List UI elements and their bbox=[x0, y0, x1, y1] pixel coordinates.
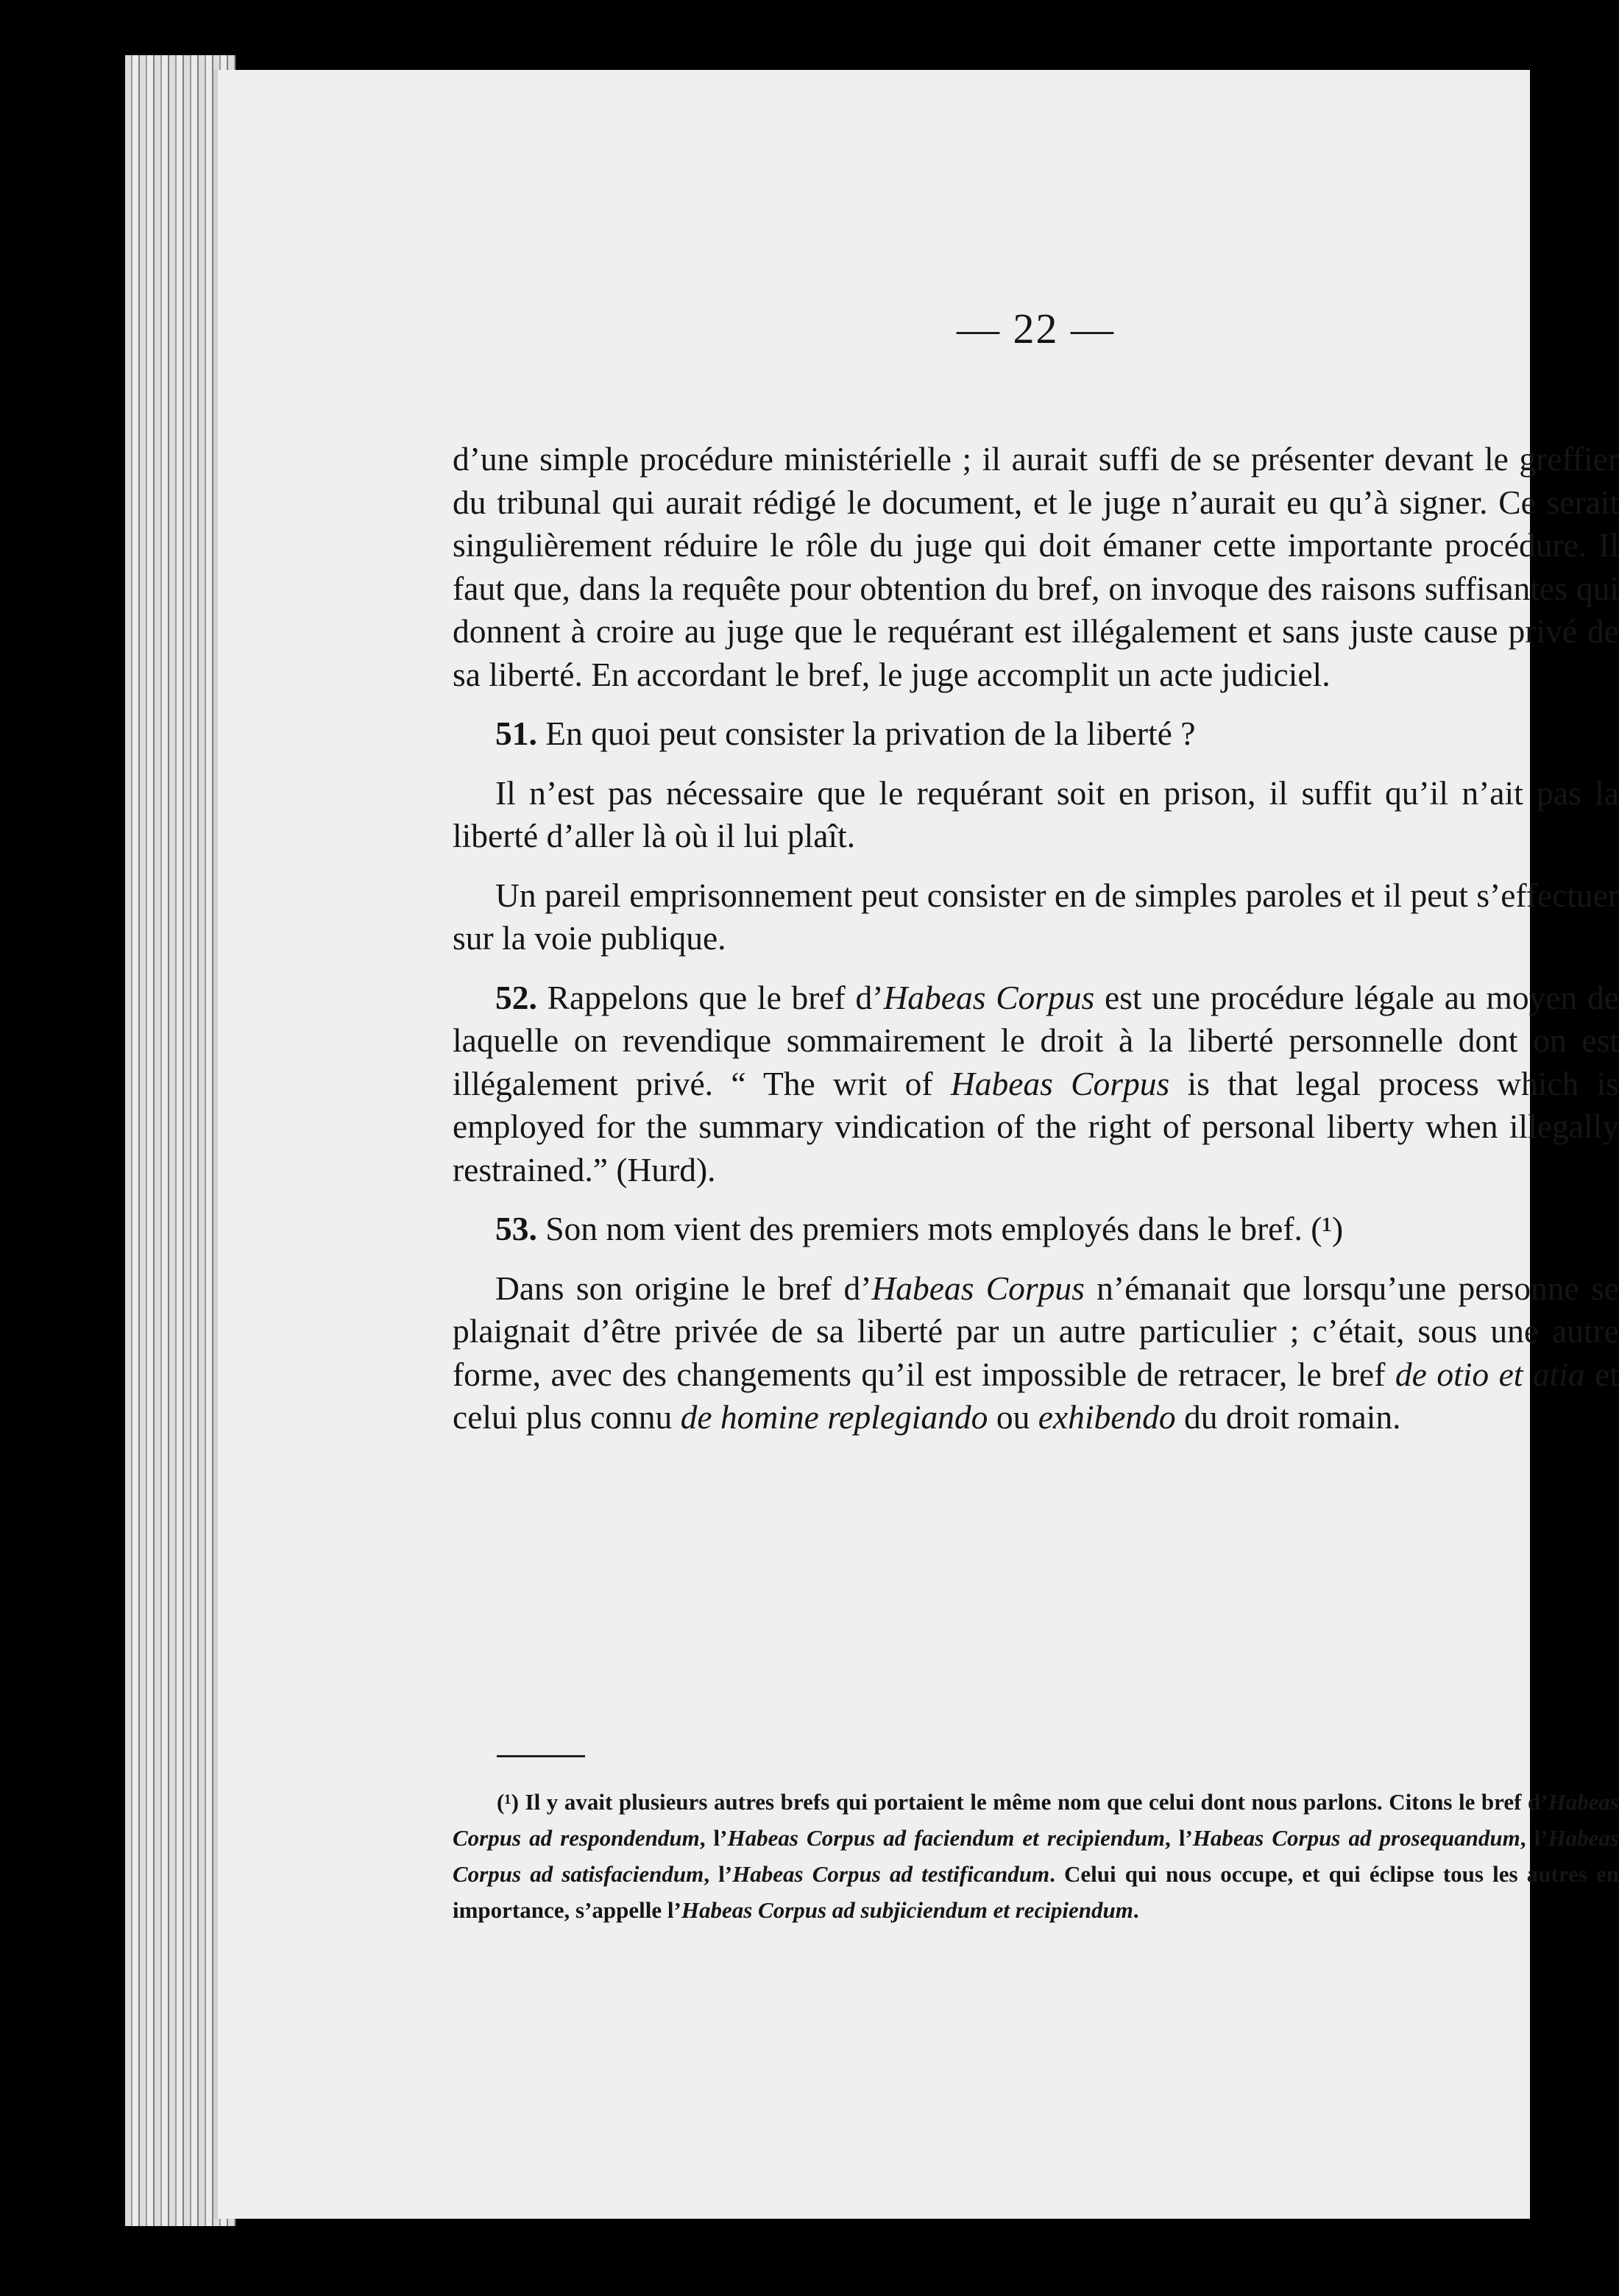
text-run: Dans son origine le bref d’ bbox=[495, 1269, 872, 1307]
text-run: En quoi peut consister la privation de la liberté ? bbox=[536, 715, 1196, 752]
text-run: Son nom vient des premiers mots employés dans le bref. (¹) bbox=[536, 1210, 1344, 1247]
text-run: Il n’est pas nécessaire que le requérant soit en prison, il suffit qu’il n’ait pas la liberté d’aller là où il lui plaît. bbox=[453, 773, 1619, 854]
italic-text: Habeas Corpus ad respondendum bbox=[453, 1789, 1619, 1851]
italic-text: Habeas Corpus bbox=[950, 1064, 1170, 1102]
section-number: 53. bbox=[495, 1210, 537, 1247]
italic-text: de otio et atia bbox=[1395, 1355, 1585, 1393]
text-run: , l’ bbox=[699, 1825, 728, 1851]
book-page bbox=[213, 70, 1619, 2219]
text-run: d’une simple procédure ministérielle ; il aurait suffi de se présenter devant le greffier du tribunal qui aurait rédigé le document, et le juge n’aurait eu qu’à signer. Ce serait singulièrement réduire le rôle du juge qui doit émaner cette importante procédure. Il faut que, dans la requête pour obtention du bref, on invoque des raisons suffisantes qui donnent à croire au juge que le requérant est illégalement et sans juste cause privé de sa liberté. En accordant le bref, le juge accomplit un acte judiciel. bbox=[453, 440, 1619, 693]
text-run: . Celui qui nous occupe, et qui éclipse tous les autres en importance, s’appelle l’ bbox=[453, 1861, 1619, 1923]
text-run: est une procédure légale au moyen de laquelle on revendique sommairement le droit à la liberté personnelle dont on est illégalement privé. “ The writ of bbox=[453, 978, 1619, 1102]
text-run: Rappelons que le bref d’ bbox=[536, 978, 884, 1016]
text-run: et celui plus connu bbox=[453, 1355, 1619, 1436]
text-run: , l’ bbox=[1520, 1825, 1548, 1851]
page-number: — 22 — bbox=[957, 305, 1115, 352]
paragraph bbox=[453, 1208, 1619, 1251]
italic-text: de homine replegiando bbox=[680, 1398, 988, 1436]
section-number: 52. bbox=[495, 978, 537, 1016]
italic-text: Habeas Corpus ad satisfaciendum bbox=[453, 1825, 1619, 1887]
text-run: du droit romain. bbox=[1175, 1398, 1401, 1436]
footnote-1 bbox=[453, 1784, 1619, 1928]
italic-text: Habeas Corpus bbox=[871, 1269, 1085, 1307]
text-run: n’émanait que lorsqu’une personne se plaignait d’être privée de sa liberté par un autre particulier ; c’était, sous une autre forme, avec des changements qu’il est impossible de retracer, le bref bbox=[453, 1269, 1619, 1393]
footnote-rule bbox=[497, 1755, 585, 1757]
text-run: , l’ bbox=[1165, 1825, 1193, 1851]
paragraph bbox=[453, 438, 1619, 696]
text-run: Un pareil emprisonnement peut consister en de simples paroles et il peut s’effectuer sur la voie publique. bbox=[453, 876, 1619, 957]
text-run: . bbox=[1133, 1897, 1139, 1923]
italic-text: Habeas Corpus bbox=[883, 978, 1095, 1016]
text-run: (¹) Il y avait plusieurs autres brefs qui portaient le même nom que celui dont nous parlons. Citons le bref d’ bbox=[497, 1789, 1548, 1815]
body-text bbox=[453, 438, 1619, 1456]
paragraph bbox=[453, 772, 1619, 858]
italic-text: Habeas Corpus ad subjiciendum et recipiendum bbox=[681, 1897, 1133, 1923]
text-run: is that legal process which is employed for the summary vindication of the right of personal liberty when illegally restrained.” (Hurd). bbox=[453, 1064, 1619, 1188]
italic-text: Habeas Corpus ad prosequandum bbox=[1192, 1825, 1520, 1851]
italic-text: Habeas Corpus ad faciendum et recipiendum bbox=[727, 1825, 1166, 1851]
italic-text: exhibendo bbox=[1038, 1398, 1176, 1436]
paragraph bbox=[453, 977, 1619, 1192]
footnotes bbox=[453, 1755, 1619, 1951]
text-run: ou bbox=[988, 1398, 1038, 1436]
italic-text: Habeas Corpus ad testificandum bbox=[732, 1861, 1050, 1887]
paragraph bbox=[453, 874, 1619, 960]
section-number: 51. bbox=[495, 715, 537, 752]
text-run: , l’ bbox=[704, 1861, 733, 1887]
paragraph bbox=[453, 712, 1619, 756]
paragraph bbox=[453, 1267, 1619, 1439]
